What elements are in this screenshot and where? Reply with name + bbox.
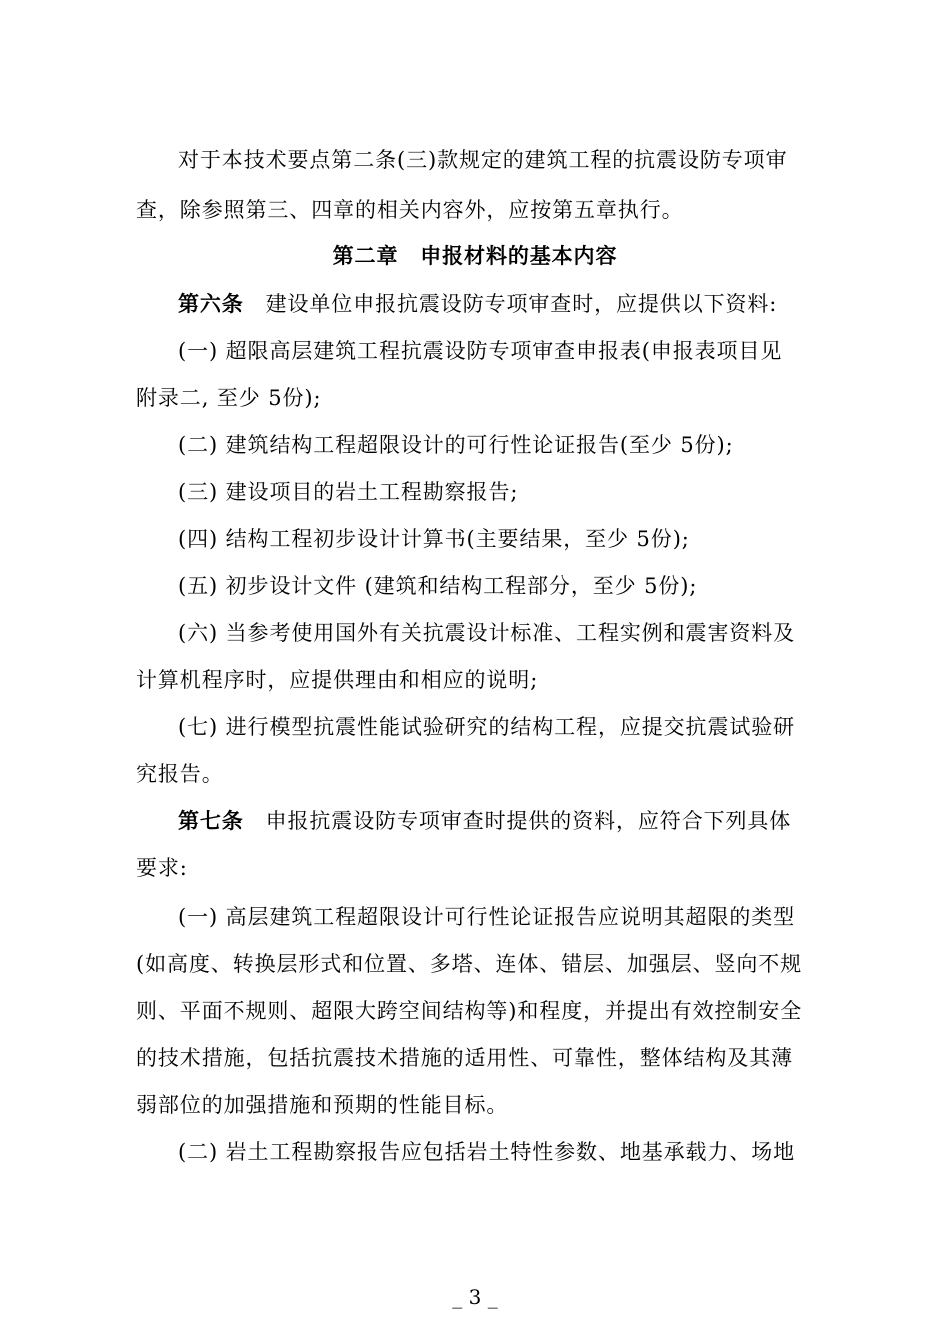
list-item: (三) 建设项目的岩土工程勘察报告;: [178, 480, 519, 504]
article-6-label: 第六条: [178, 291, 244, 316]
list-item: 则、平面不规则、超限大跨空间结构等)和程度，并提出有效控制安全: [136, 999, 803, 1023]
list-item: 的技术措施，包括抗震技术措施的适用性、可靠性，整体结构及其薄: [136, 1046, 793, 1070]
list-item: (五) 初步设计文件 (建筑和结构工程部分，至少 5份);: [178, 574, 698, 598]
list-item: (二) 建筑结构工程超限设计的可行性论证报告(至少 5份);: [178, 433, 734, 457]
list-item: (四) 结构工程初步设计计算书(主要结果，至少 5份);: [178, 527, 690, 551]
list-item: 附录二, 至少 5份);: [136, 386, 322, 410]
paragraph-line: 对于本技术要点第二条(三)款规定的建筑工程的抗震设防专项审: [178, 148, 788, 172]
list-item: (如高度、转换层形式和位置、多塔、连体、错层、加强层、竖向不规: [136, 952, 803, 976]
list-item: 计算机程序时，应提供理由和相应的说明;: [136, 668, 539, 692]
page-number: _ 3 _: [452, 1285, 498, 1309]
article-7-text: 申报抗震设防专项审查时提供的资料，应符合下列具体: [243, 809, 792, 833]
list-item: (一) 超限高层建筑工程抗震设防专项审查申报表(申报表项目见: [178, 339, 783, 363]
article-6-text: 建设单位申报抗震设防专项审查时，应提供以下资料:: [243, 292, 778, 316]
list-item: (六) 当参考使用国外有关抗震设计标准、工程实例和震害资料及: [178, 621, 796, 645]
article-7-continuation: 要求:: [136, 856, 188, 880]
paragraph-line: 查，除参照第三、四章的相关内容外，应按第五章执行。: [136, 198, 684, 222]
list-item: (七) 进行模型抗震性能试验研究的结构工程，应提交抗震试验研: [178, 715, 796, 739]
list-item: 究报告。: [136, 762, 224, 786]
article-7-line: [178, 806, 818, 836]
chapter-heading: 第二章 申报材料的基本内容: [332, 243, 618, 268]
article-7-label: 第七条: [178, 808, 244, 833]
list-item: 弱部位的加强措施和预期的性能目标。: [136, 1093, 509, 1117]
article-6-line: [178, 289, 818, 319]
list-item: (二) 岩土工程勘察报告应包括岩土特性参数、地基承载力、场地: [178, 1140, 796, 1164]
list-item: (一) 高层建筑工程超限设计可行性论证报告应说明其超限的类型: [178, 905, 796, 929]
